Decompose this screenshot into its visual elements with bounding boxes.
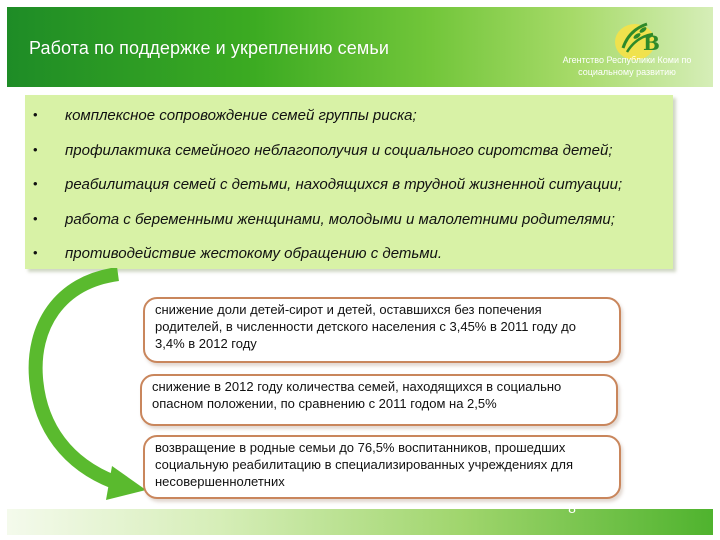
result-text: снижение в 2012 году количества семей, находящихся в социально опасном положении, по сравнению с 2011 годом на 2,5% xyxy=(152,379,562,411)
direction-text: реабилитация семей с детьми, находящихся в трудной жизненной ситуации; xyxy=(65,176,623,193)
footer-bar xyxy=(7,509,713,535)
result-box-reintegration xyxy=(143,435,621,499)
curved-arrow-icon xyxy=(28,268,158,508)
organization-name-line1: Агентство Республики Коми по xyxy=(562,55,692,65)
result-box-families xyxy=(140,374,618,426)
directions-panel xyxy=(25,95,673,269)
slide-header xyxy=(7,7,713,87)
direction-text: профилактика семейного неблагополучия и социального сиротства детей; xyxy=(65,142,613,159)
bullet-marker: • xyxy=(33,142,38,157)
bullet-marker: • xyxy=(33,245,38,260)
result-text: снижение доли детей-сирот и детей, оставшихся без попечения родителей, в численности детского населения с 3,45% в 2011 году до 3,4% в 2012 году xyxy=(155,302,576,351)
organization-name-line2: социальному развитию xyxy=(578,67,676,77)
page-number: 8 xyxy=(568,500,576,516)
direction-text: работа с беременными женщинами, молодыми и малолетними родителями; xyxy=(65,211,615,228)
result-text: возвращение в родные семьи до 76,5% воспитанников, прошедших социальную реабилитацию в специализированных учреждениях для несовершеннолетних xyxy=(155,440,574,489)
organization-name xyxy=(552,54,702,78)
bullet-marker: • xyxy=(33,211,38,226)
direction-text: комплексное сопровождение семей группы риска; xyxy=(65,107,417,124)
bullet-marker: • xyxy=(33,107,38,122)
result-box-orphans xyxy=(143,297,621,363)
direction-text: противодействие жестокому обращению с детьми. xyxy=(65,245,443,262)
slide-title: Работа по поддержке и укреплению семьи xyxy=(29,38,390,58)
logo-letter: В xyxy=(643,31,660,55)
bullet-marker: • xyxy=(33,176,38,191)
